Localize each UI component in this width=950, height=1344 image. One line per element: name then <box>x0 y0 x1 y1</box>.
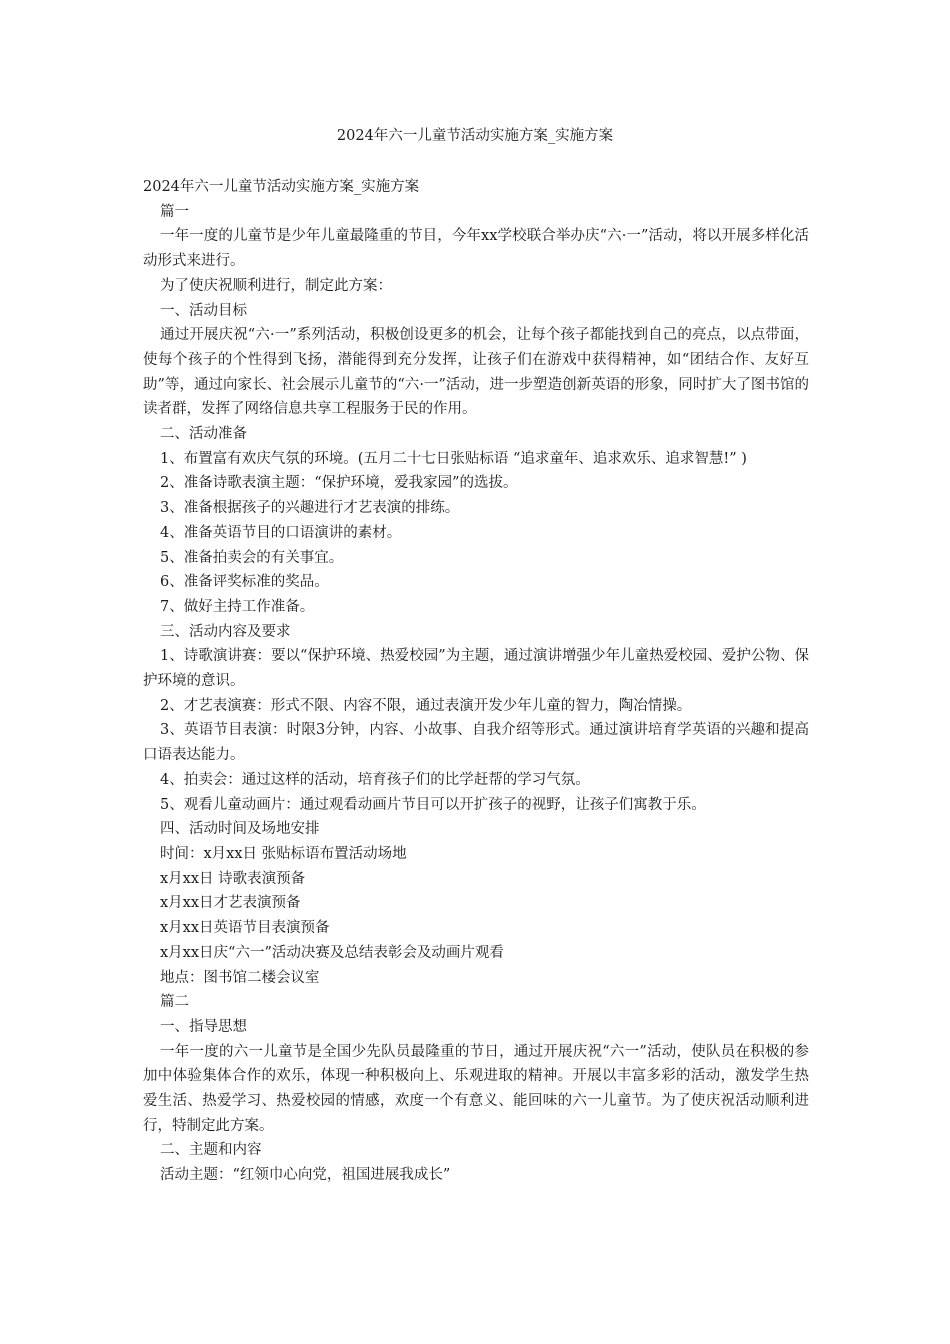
schedule-item: x月xx日 诗歌表演预备 <box>160 870 306 887</box>
paragraph: 为了使庆祝顺利进行，制定此方案： <box>160 277 392 294</box>
list-item: 4、准备英语节目的口语演讲的素材。 <box>160 524 402 541</box>
paragraph: 通过开展庆祝“六·一”系列活动，积极创设更多的机会，让每个孩子都能找到自己的亮点，以点带面，使每个孩子的个性得到飞扬，潜能得到充分发挥，让孩子们在游戏中获得精神，如“团结合作、友好互助”等，通过向家长、社会展示儿童节的“六·一”活动，进一步塑造创新英语的形象，同时扩大了图书馆的读者群，发挥了网络信息共享工程服务于民的作用。 <box>143 327 809 418</box>
list-item: 2、准备诗歌表演主题：“保护环境，爱我家园”的选拔。 <box>160 475 518 492</box>
location-line: 地点：图书馆二楼会议室 <box>160 969 320 986</box>
paragraph: 一年一度的六一儿童节是全国少先队员最隆重的节日，通过开展庆祝“六一”活动，使队员在积极的参加中体验集体合作的欢乐，体现一种积极向上、乐观进取的精神。开展以丰富多彩的活动，激发学生热爱生活、热爱学习、热爱校园的情感，欢度一个有意义、能回味的六一儿童节。为了使庆祝活动顺利进行，特制定此方案。 <box>143 1043 809 1134</box>
schedule-item: x月xx日英语节目表演预备 <box>160 920 330 937</box>
schedule-item: 时间：x月xx日 张贴标语布置活动场地 <box>160 845 407 862</box>
list-item: 6、准备评奖标准的奖品。 <box>160 574 329 591</box>
document-title: 2024年六一儿童节活动实施方案_实施方案 <box>336 128 614 144</box>
paragraph: 活动主题：“红领巾心向党，祖国进展我成长” <box>160 1167 451 1184</box>
section-heading: 四、活动时间及场地安排 <box>160 821 320 838</box>
list-item: 3、英语节目表演：时限3分钟，内容、小故事、自我介绍等形式。通过演讲培育学英语的兴趣和提高口语表达能力。 <box>143 722 809 764</box>
section-heading: 三、活动内容及要求 <box>160 623 291 640</box>
paragraph-part-two-heading: 篇二 <box>160 994 189 1011</box>
list-item: 5、观看儿童动画片：通过观看动画片节目可以开扩孩子的视野，让孩子们寓教于乐。 <box>160 796 706 813</box>
paragraph-part-one-heading: 篇一 <box>160 203 189 220</box>
list-item: 1、布置富有欢庆气氛的环境。(五月二十七日张贴标语 “追求童年、追求欢乐、追求智慧!” ) <box>160 450 747 467</box>
section-heading: 二、主题和内容 <box>160 1142 262 1159</box>
schedule-item: x月xx日庆“六一”活动决赛及总结表彰会及动画片观看 <box>160 944 504 961</box>
schedule-item: x月xx日才艺表演预备 <box>160 895 301 912</box>
paragraph-subtitle: 2024年六一儿童节活动实施方案_实施方案 <box>143 179 420 195</box>
list-item: 3、准备根据孩子的兴趣进行才艺表演的排练。 <box>160 500 460 517</box>
list-item: 4、拍卖会：通过这样的活动，培育孩子们的比学赶帮的学习气氛。 <box>160 771 590 788</box>
list-item: 7、做好主持工作准备。 <box>160 598 315 615</box>
list-item: 1、诗歌演讲赛：要以“保护环境、热爱校园”为主题，通过演讲增强少年儿童热爱校园、爱护公物、保护环境的意识。 <box>143 648 809 690</box>
document-body <box>143 175 809 1188</box>
section-heading: 一、活动目标 <box>160 302 247 319</box>
list-item: 2、才艺表演赛：形式不限、内容不限，通过表演开发少年儿童的智力，陶冶情操。 <box>160 697 692 714</box>
list-item: 5、准备拍卖会的有关事宜。 <box>160 549 344 566</box>
section-heading: 二、活动准备 <box>160 426 247 443</box>
section-heading: 一、指导思想 <box>160 1018 247 1035</box>
paragraph: 一年一度的儿童节是少年儿童最隆重的节目，今年xx学校联合举办庆“六·一”活动，将以开展多样化活动形式来进行。 <box>143 228 809 270</box>
